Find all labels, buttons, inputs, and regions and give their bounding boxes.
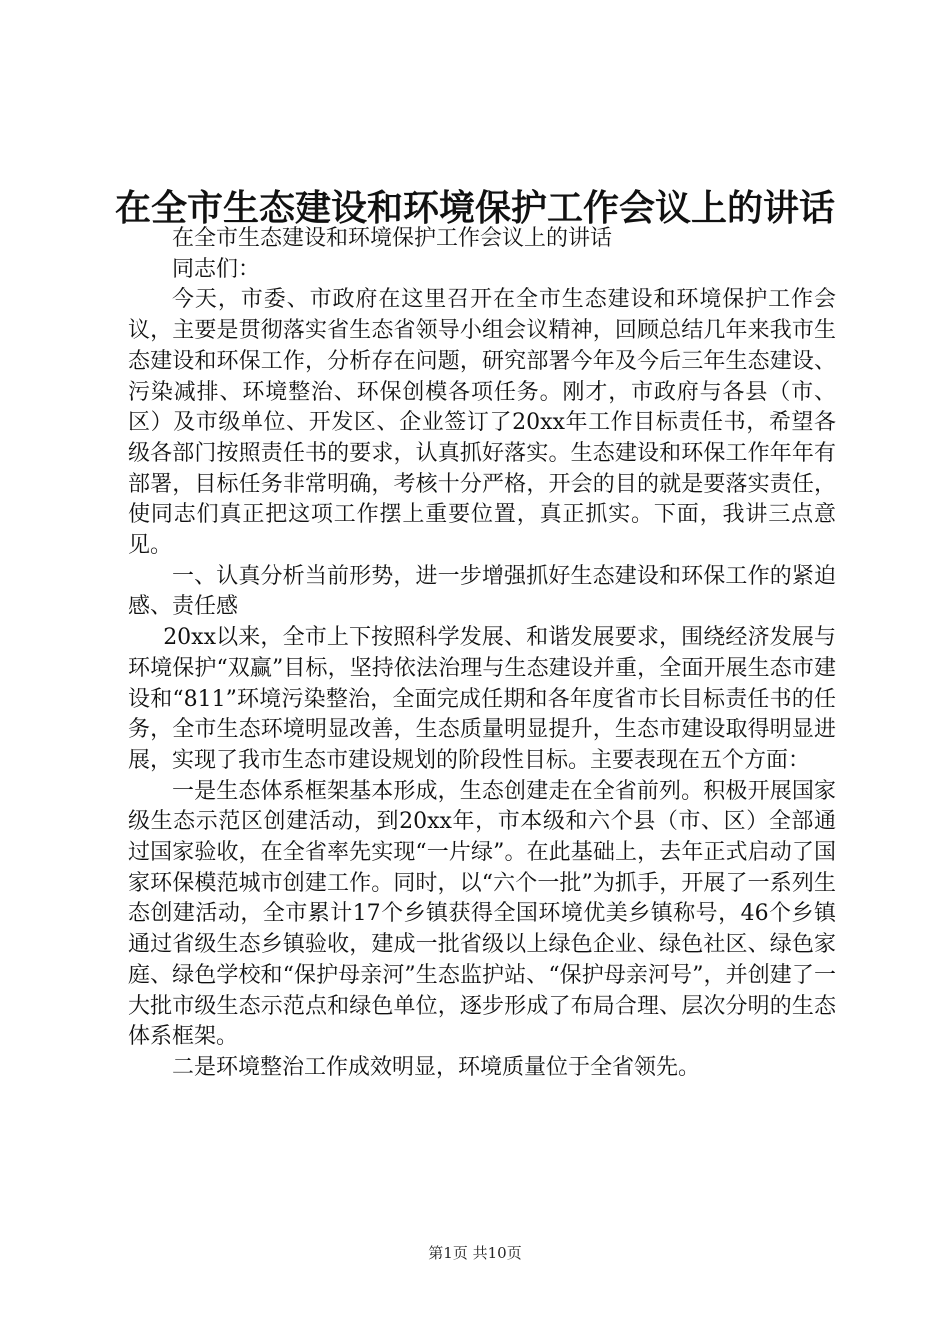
section-heading: 一、认真分析当前形势，进一步增强抓好生态建设和环保工作的紧迫感、责任感 (128, 563, 836, 620)
page-footer: 第1页 共10页 (428, 1244, 522, 1262)
subtitle-paragraph: 在全市生态建设和环境保护工作会议上的讲话 (172, 226, 613, 251)
document-body (128, 224, 836, 1084)
body-paragraph: 今天，市委、市政府在这里召开在全市生态建设和环境保护工作会议，主要是贯彻落实省生态省领导小组会议精神，回顾总结几年来我市生态建设和环保工作，分析存在问题，研究部署今年及今后三年生态建设、污染减排、环境整治、环保创模各项任务。刚才，市政府与各县（市、区）及市级单位、开发区、企业签订了20xx年工作目标责任书，希望各级各部门按照责任书的要求，认真抓好落实。生态建设和环保工作年年有部署，目标任务非常明确，考核十分严格，开会的目的就是要落实责任，使同志们真正把这项工作摆上重要位置，真正抓实。下面，我讲三点意见。 (128, 287, 836, 559)
body-paragraph: 一是生态体系框架基本形成，生态创建走在全省前列。积极开展国家级生态示范区创建活动，到20xx年，市本级和六个县（市、区）全部通过国家验收，在全省率先实现“一片绿”。在此基础上，去年正式启动了国家环保模范城市创建工作。同时，以“六个一批”为抓手，开展了一系列生态创建活动，全市累计17个乡镇获得全国环境优美乡镇称号，46个乡镇通过省级生态乡镇验收，建成一批省级以上绿色企业、绿色社区、绿色家庭、绿色学校和“保护母亲河”生态监护站、“保护母亲河号”，并创建了一大批市级生态示范点和绿色单位，逐步形成了布局合理、层次分明的生态体系框架。 (128, 778, 836, 1050)
body-paragraph: 二是环境整治工作成效明显，环境质量位于全省领先。 (172, 1054, 701, 1080)
document-title: 在全市生态建设和环境保护工作会议上的讲话 (114, 187, 835, 229)
salutation-paragraph: 同志们： (172, 256, 261, 282)
body-paragraph: 20xx以来，全市上下按照科学发展、和谐发展要求，围绕经济发展与环境保护“双赢”目标，坚持依法治理与生态建设并重，全面开展生态市建设和“811”环境污染整治，全面完成任期和各年度省市长目标责任书的任务，全市生态环境明显改善，生态质量明显提升，生态市建设取得明显进展，实现了我市生态市建设规划的阶段性目标。主要表现在五个方面： (128, 625, 836, 773)
